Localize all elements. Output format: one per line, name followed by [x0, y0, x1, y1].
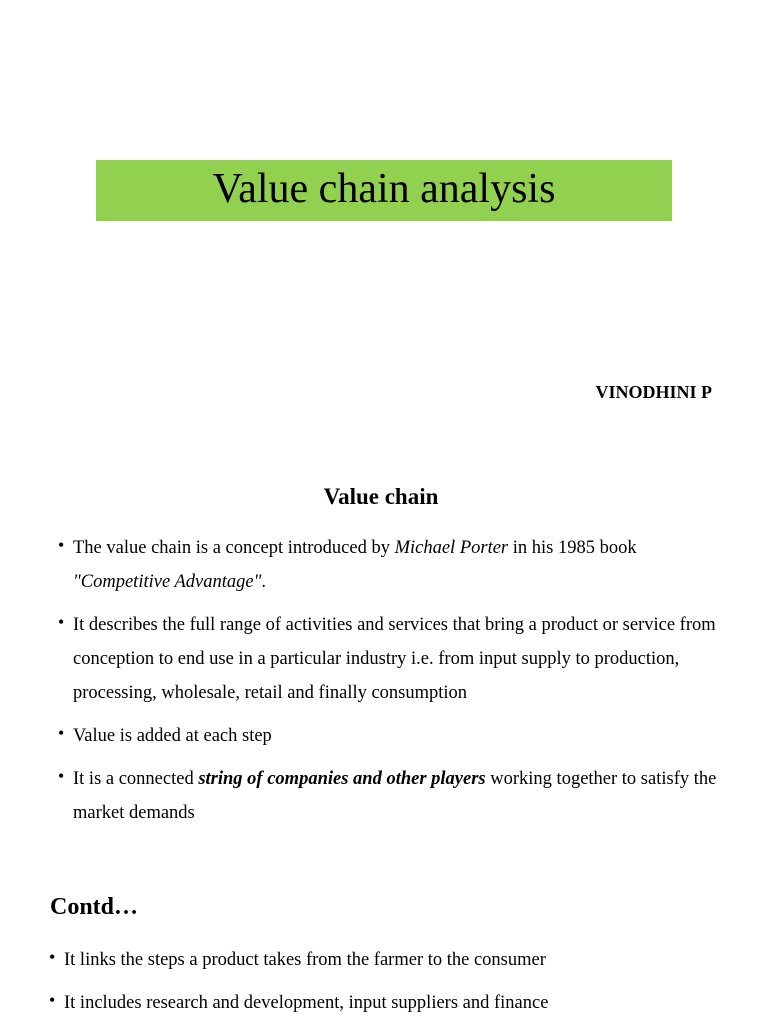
list-item: [58, 531, 723, 599]
bullet-text: Value is added at each step: [73, 726, 272, 746]
bullet-text: It is a connected: [73, 769, 199, 789]
section-heading-contd: Contd…: [50, 894, 139, 920]
list-item: [49, 986, 724, 1020]
bullet-text: It includes research and development, input suppliers and finance: [64, 993, 549, 1013]
slide-title: Value chain analysis: [212, 165, 556, 212]
bullet-text: .: [261, 572, 266, 592]
section-heading-value-chain: Value chain: [323, 484, 439, 509]
bullet-icon: •: [58, 535, 65, 555]
list-item: [58, 719, 723, 753]
author-reference: Michael Porter: [394, 538, 509, 558]
title-banner: [96, 160, 672, 221]
bullet-text: It links the steps a product takes from the farmer to the consumer: [64, 950, 546, 970]
contd-bullet-list: [49, 943, 724, 1029]
book-title: "Competitive Advantage": [73, 572, 262, 592]
bullet-text: in his 1985 book: [508, 538, 637, 558]
bullet-icon: •: [58, 766, 65, 786]
bullet-text: working together to satisfy the market demands: [73, 769, 717, 823]
list-item: [58, 762, 723, 830]
emphasis-text: string of companies and other players: [198, 769, 486, 789]
bullet-text: The value chain is a concept introduced by: [73, 538, 395, 558]
bullet-icon: •: [49, 990, 56, 1010]
bullet-icon: •: [58, 723, 65, 743]
bullet-text: It describes the full range of activities and services that bring a product or service from conception to end use in a particular industry i.e. from input supply to production, processing, wholesale, retail and finally consumption: [73, 615, 716, 703]
list-item: [58, 608, 723, 710]
list-item: [49, 943, 724, 977]
author-name: VINODHINI P: [595, 382, 712, 402]
value-chain-bullet-list: [58, 531, 723, 839]
bullet-icon: •: [58, 612, 65, 632]
bullet-icon: •: [49, 947, 56, 967]
